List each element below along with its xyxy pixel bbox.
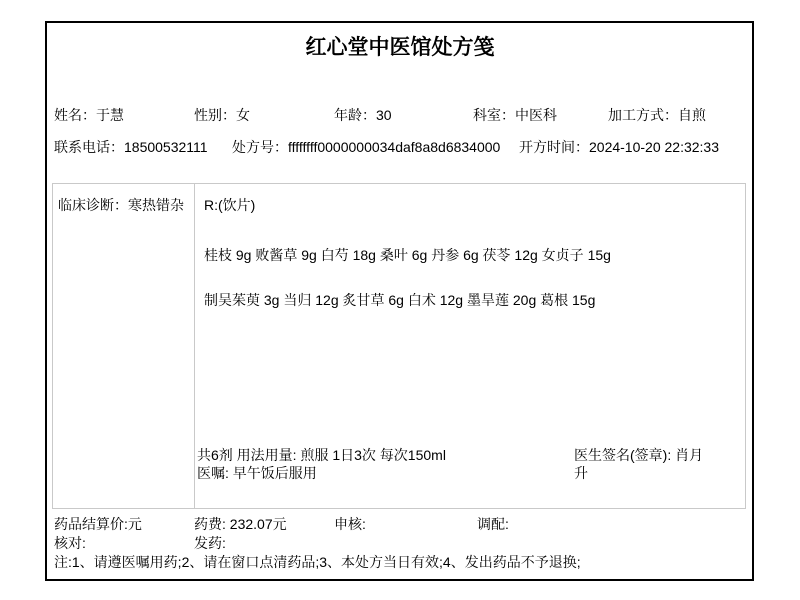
gender-label: 性别： bbox=[194, 107, 236, 123]
rx-number-value: ffffffff0000000034daf8a8d6834000 bbox=[288, 139, 501, 155]
phone-value: 18500532111 bbox=[124, 139, 208, 155]
field-department bbox=[473, 106, 557, 124]
dispense-field: 发药: bbox=[194, 535, 226, 551]
usage-line: 共6剂 用法用量: 煎服 1日3次 每次150ml bbox=[197, 447, 446, 463]
diagnosis-cell bbox=[53, 184, 195, 508]
processing-value: 自煎 bbox=[678, 107, 706, 123]
rx-content-cell bbox=[195, 184, 745, 508]
patient-name-label: 姓名： bbox=[54, 107, 96, 123]
field-phone bbox=[54, 138, 208, 156]
issued-time-value: 2024-10-20 22:32:33 bbox=[589, 139, 719, 155]
fee-value: 232.07元 bbox=[229, 516, 287, 532]
rx-header: R:(饮片) bbox=[204, 197, 256, 213]
issued-time-label: 开方时间： bbox=[519, 139, 589, 155]
settle-price-field: 药品结算价:元 bbox=[54, 516, 142, 532]
review-field: 申核: bbox=[334, 516, 366, 532]
department-label: 科室： bbox=[473, 107, 515, 123]
doctor-signature: 医生签名(签章): 肖月升 bbox=[574, 447, 704, 481]
field-processing-method bbox=[608, 106, 706, 124]
diagnosis-value: 寒热错杂 bbox=[128, 197, 184, 213]
phone-label: 联系电话： bbox=[54, 139, 124, 155]
note-line: 注:1、请遵医嘱用药;2、请在窗口点清药品;3、本处方当日有效;4、发出药品不予退换; bbox=[54, 554, 581, 570]
prescription-table bbox=[52, 183, 746, 509]
age-value: 30 bbox=[376, 107, 392, 123]
doctor-advice-line: 医嘱: 早午饭后服用 bbox=[197, 465, 317, 481]
field-age bbox=[334, 106, 392, 124]
page-title: 红心堂中医馆处方笺 bbox=[305, 36, 495, 59]
field-diagnosis bbox=[58, 196, 184, 214]
field-gender bbox=[194, 106, 250, 124]
herb-line-2: 制吴茱萸 3g 当归 12g 炙甘草 6g 白术 12g 墨旱莲 20g 葛根 15g bbox=[204, 292, 596, 308]
patient-name-value: 于慧 bbox=[96, 107, 124, 123]
compound-field: 调配: bbox=[477, 516, 509, 532]
fee-label: 药费: bbox=[194, 516, 230, 532]
field-rx-number bbox=[232, 138, 500, 156]
herb-line-1: 桂枝 9g 败酱草 9g 白芍 18g 桑叶 6g 丹参 6g 茯苓 12g 女贞子 15g bbox=[204, 247, 611, 263]
field-issued-time bbox=[519, 138, 719, 156]
diagnosis-label: 临床诊断： bbox=[58, 197, 128, 213]
field-patient-name bbox=[54, 106, 124, 124]
check-field: 核对: bbox=[54, 535, 86, 551]
fee-field bbox=[194, 515, 287, 533]
rx-number-label: 处方号： bbox=[232, 139, 288, 155]
age-label: 年龄： bbox=[334, 107, 376, 123]
department-value: 中医科 bbox=[515, 107, 557, 123]
gender-value: 女 bbox=[236, 107, 250, 123]
processing-label: 加工方式： bbox=[608, 107, 678, 123]
